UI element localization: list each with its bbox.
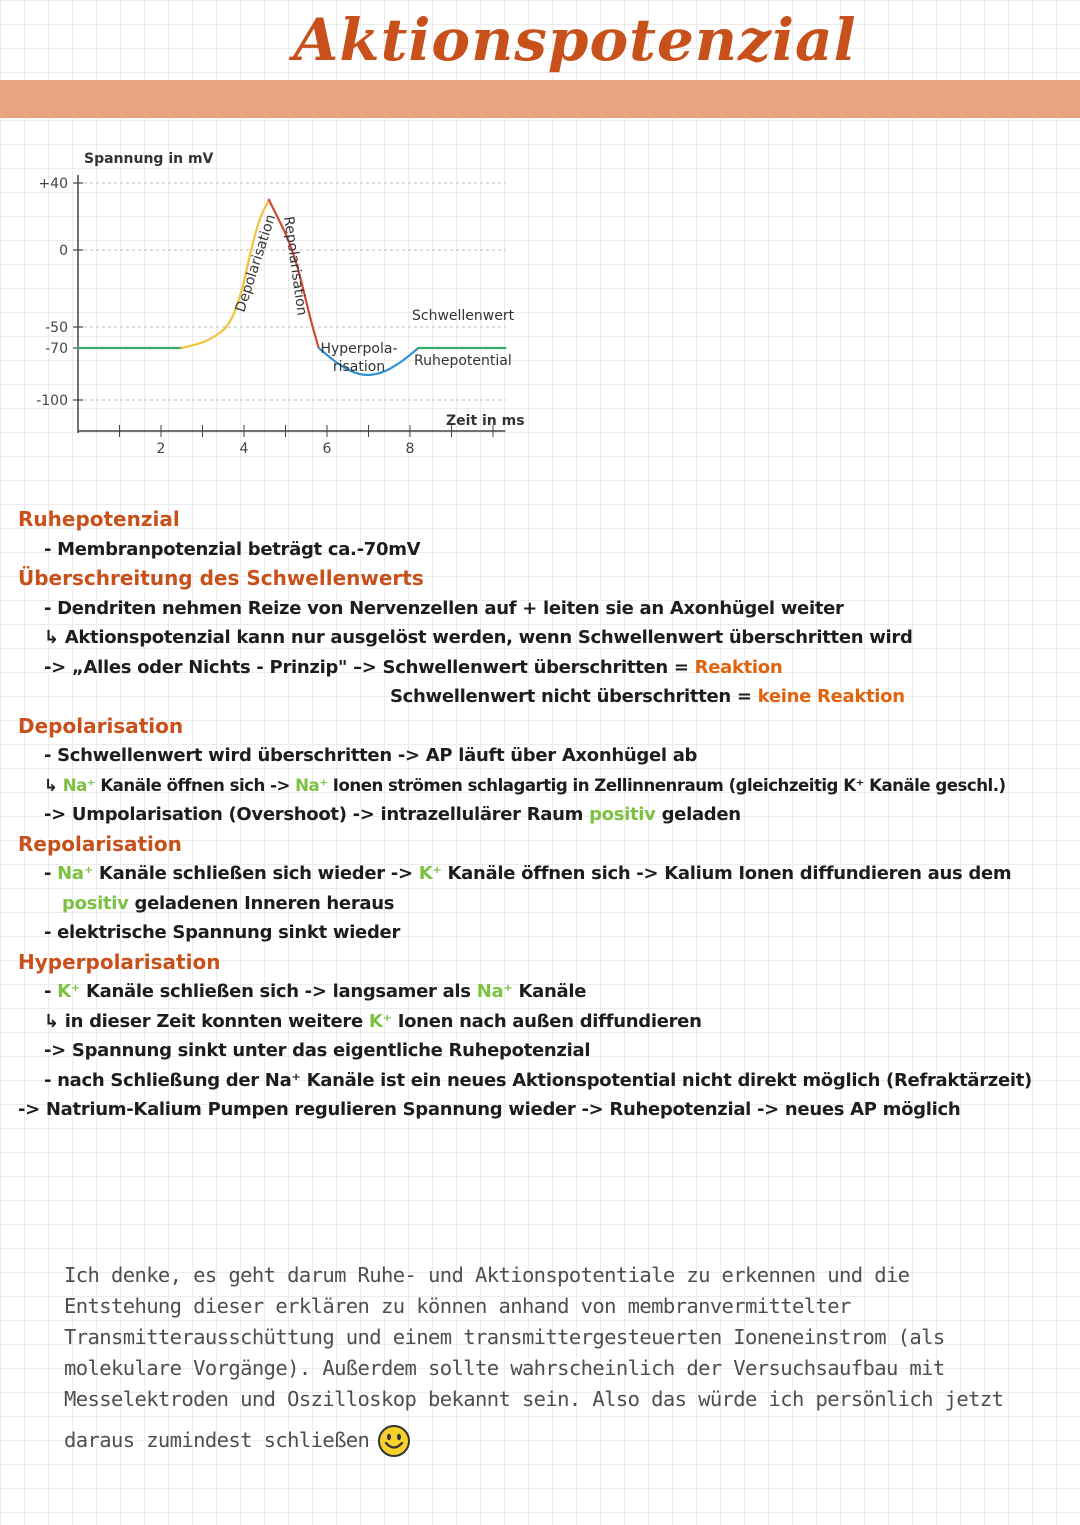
note-text: Kanäle [512,981,587,1002]
x-tick-label: 6 [322,441,332,457]
note-text: Kanäle schließen sich -> langsamer als [80,981,477,1002]
comment-line: Messelektroden und Oszilloskop bekannt sein. Also das würde ich persönlich jetzt [64,1387,1004,1411]
note-text: geladenen Inneren heraus [128,892,395,914]
highlight-k: K⁺ [57,981,80,1002]
y-tick-label: -70 [45,341,68,357]
y-tick-label: +40 [38,176,68,192]
note-text: Ionen nach außen diffundieren [391,1010,702,1032]
comment-text: daraus zumindest schließen [64,1428,370,1452]
page-title: Aktionspotenzial [293,6,857,74]
comment-line: Ich denke, es geht darum Ruhe- und Aktionspotentiale zu erkennen und die [64,1263,910,1287]
action-potential-chart [0,135,560,475]
highlight-na: Na⁺ [57,863,93,884]
depolarisation-label: Depolarisation [232,212,280,315]
note-line: - Schwellenwert wird überschritten -> AP läuft über Axonhügel ab [44,745,698,766]
note-line [18,771,1073,801]
heading-hyperpolarisation: Hyperpolarisation [18,949,221,974]
comment-line: Transmitterausschüttung und einem transmittergesteuerten Ioneneinstrom (als [64,1325,945,1349]
smiley-icon [377,1424,411,1458]
note-text: Kanäle öffnen sich -> Kalium Ionen diffundieren aus dem [441,863,1012,884]
heading-depolarisation: Depolarisation [18,713,184,738]
note-text: -> „Alles oder Nichts - Prinzip" –> Schwellenwert überschritten = [44,656,695,678]
note-line [18,800,1073,830]
highlight-na: Na⁺ [62,775,96,795]
resting-potential-label: Ruhepotential [414,353,512,369]
note-line [18,653,1073,683]
x-axis-ticks [120,425,494,457]
highlight-keine-reaktion: keine Reaktion [757,686,905,707]
x-tick-label: 4 [239,441,249,457]
comment-block [64,1260,1004,1456]
comment-line [64,1425,964,1456]
header-band [0,80,1080,118]
note-line [18,682,1073,712]
note-line: - elektrische Spannung sinkt wieder [44,922,401,943]
note-text: Ionen strömen schlagartig in Zellinnenraum (gleichzeitig K⁺ Kanäle geschl.) [327,775,1006,795]
heading-schwellenwert: Überschreitung des Schwellenwerts [18,566,424,590]
comment-line: molekulare Vorgänge). Außerdem sollte wahrscheinlich der Versuchsaufbau mit [64,1356,945,1380]
comment-line: Entstehung dieser erklären zu können anhand von membranvermittelter [64,1294,851,1318]
note-line: -> Spannung sinkt unter das eigentliche Ruhepotenzial [44,1040,591,1061]
repolarisation-label: Repolarisation [280,215,310,317]
note-text: - [44,863,58,884]
note-line: - Dendriten nehmen Reize von Nervenzellen auf + leiten sie an Axonhügel weiter [44,597,844,619]
note-line [18,977,1073,1007]
note-text: Schwellenwert nicht überschritten = [390,686,758,707]
note-line [18,1007,1073,1037]
heading-repolarisation: Repolarisation [18,831,182,856]
note-text: ↳ [44,775,63,795]
note-text: - [44,981,58,1002]
x-tick-label: 8 [405,441,415,457]
highlight-reaktion: Reaktion [694,656,783,678]
y-tick-label: -100 [36,393,68,409]
chart-axes [78,175,505,433]
y-axis-ticks [36,176,83,409]
highlight-k: K⁺ [368,1010,392,1032]
x-tick-label: 2 [156,441,166,457]
highlight-na: Na⁺ [295,775,328,795]
highlight-k: K⁺ [418,863,442,884]
note-text: geladen [655,804,741,825]
note-line: -> Natrium-Kalium Pumpen regulieren Spannung wieder -> Ruhepotenzial -> neues AP möglich [18,1099,961,1120]
note-text: Kanäle schließen sich wieder -> [92,863,419,884]
highlight-na: Na⁺ [476,981,513,1002]
threshold-label: Schwellenwert [412,308,515,324]
hyperpolarisation-label-1: Hyperpola- [320,341,398,357]
note-line [18,859,1073,889]
y-tick-label: 0 [59,243,68,259]
heading-ruhepotenzial: Ruhepotenzial [18,507,180,531]
hyperpolarisation-label-2: risation [332,359,386,375]
highlight-positiv: positiv [62,892,129,914]
note-line: - nach Schließung der Na⁺ Kanäle ist ein neues Aktionspotential nicht direkt möglich (Refraktärzeit) [44,1069,1032,1091]
note-text: Kanäle öffnen sich -> [95,775,296,795]
note-line: - Membranpotenzial beträgt ca.-70mV [44,538,421,560]
note-text: ↳ in dieser Zeit konnten weitere [44,1010,369,1032]
y-axis-label: Spannung in mV [84,151,214,167]
note-line [18,889,1073,919]
x-axis-label: Zeit in ms [446,413,525,429]
note-line: ↳ Aktionspotenzial kann nur ausgelöst werden, wenn Schwellenwert überschritten wird [44,627,913,648]
y-tick-label: -50 [45,320,68,336]
notes-section [18,505,1073,1125]
highlight-positiv: positiv [589,804,656,825]
note-text: -> Umpolarisation (Overshoot) -> intrazellulärer Raum [44,804,590,825]
